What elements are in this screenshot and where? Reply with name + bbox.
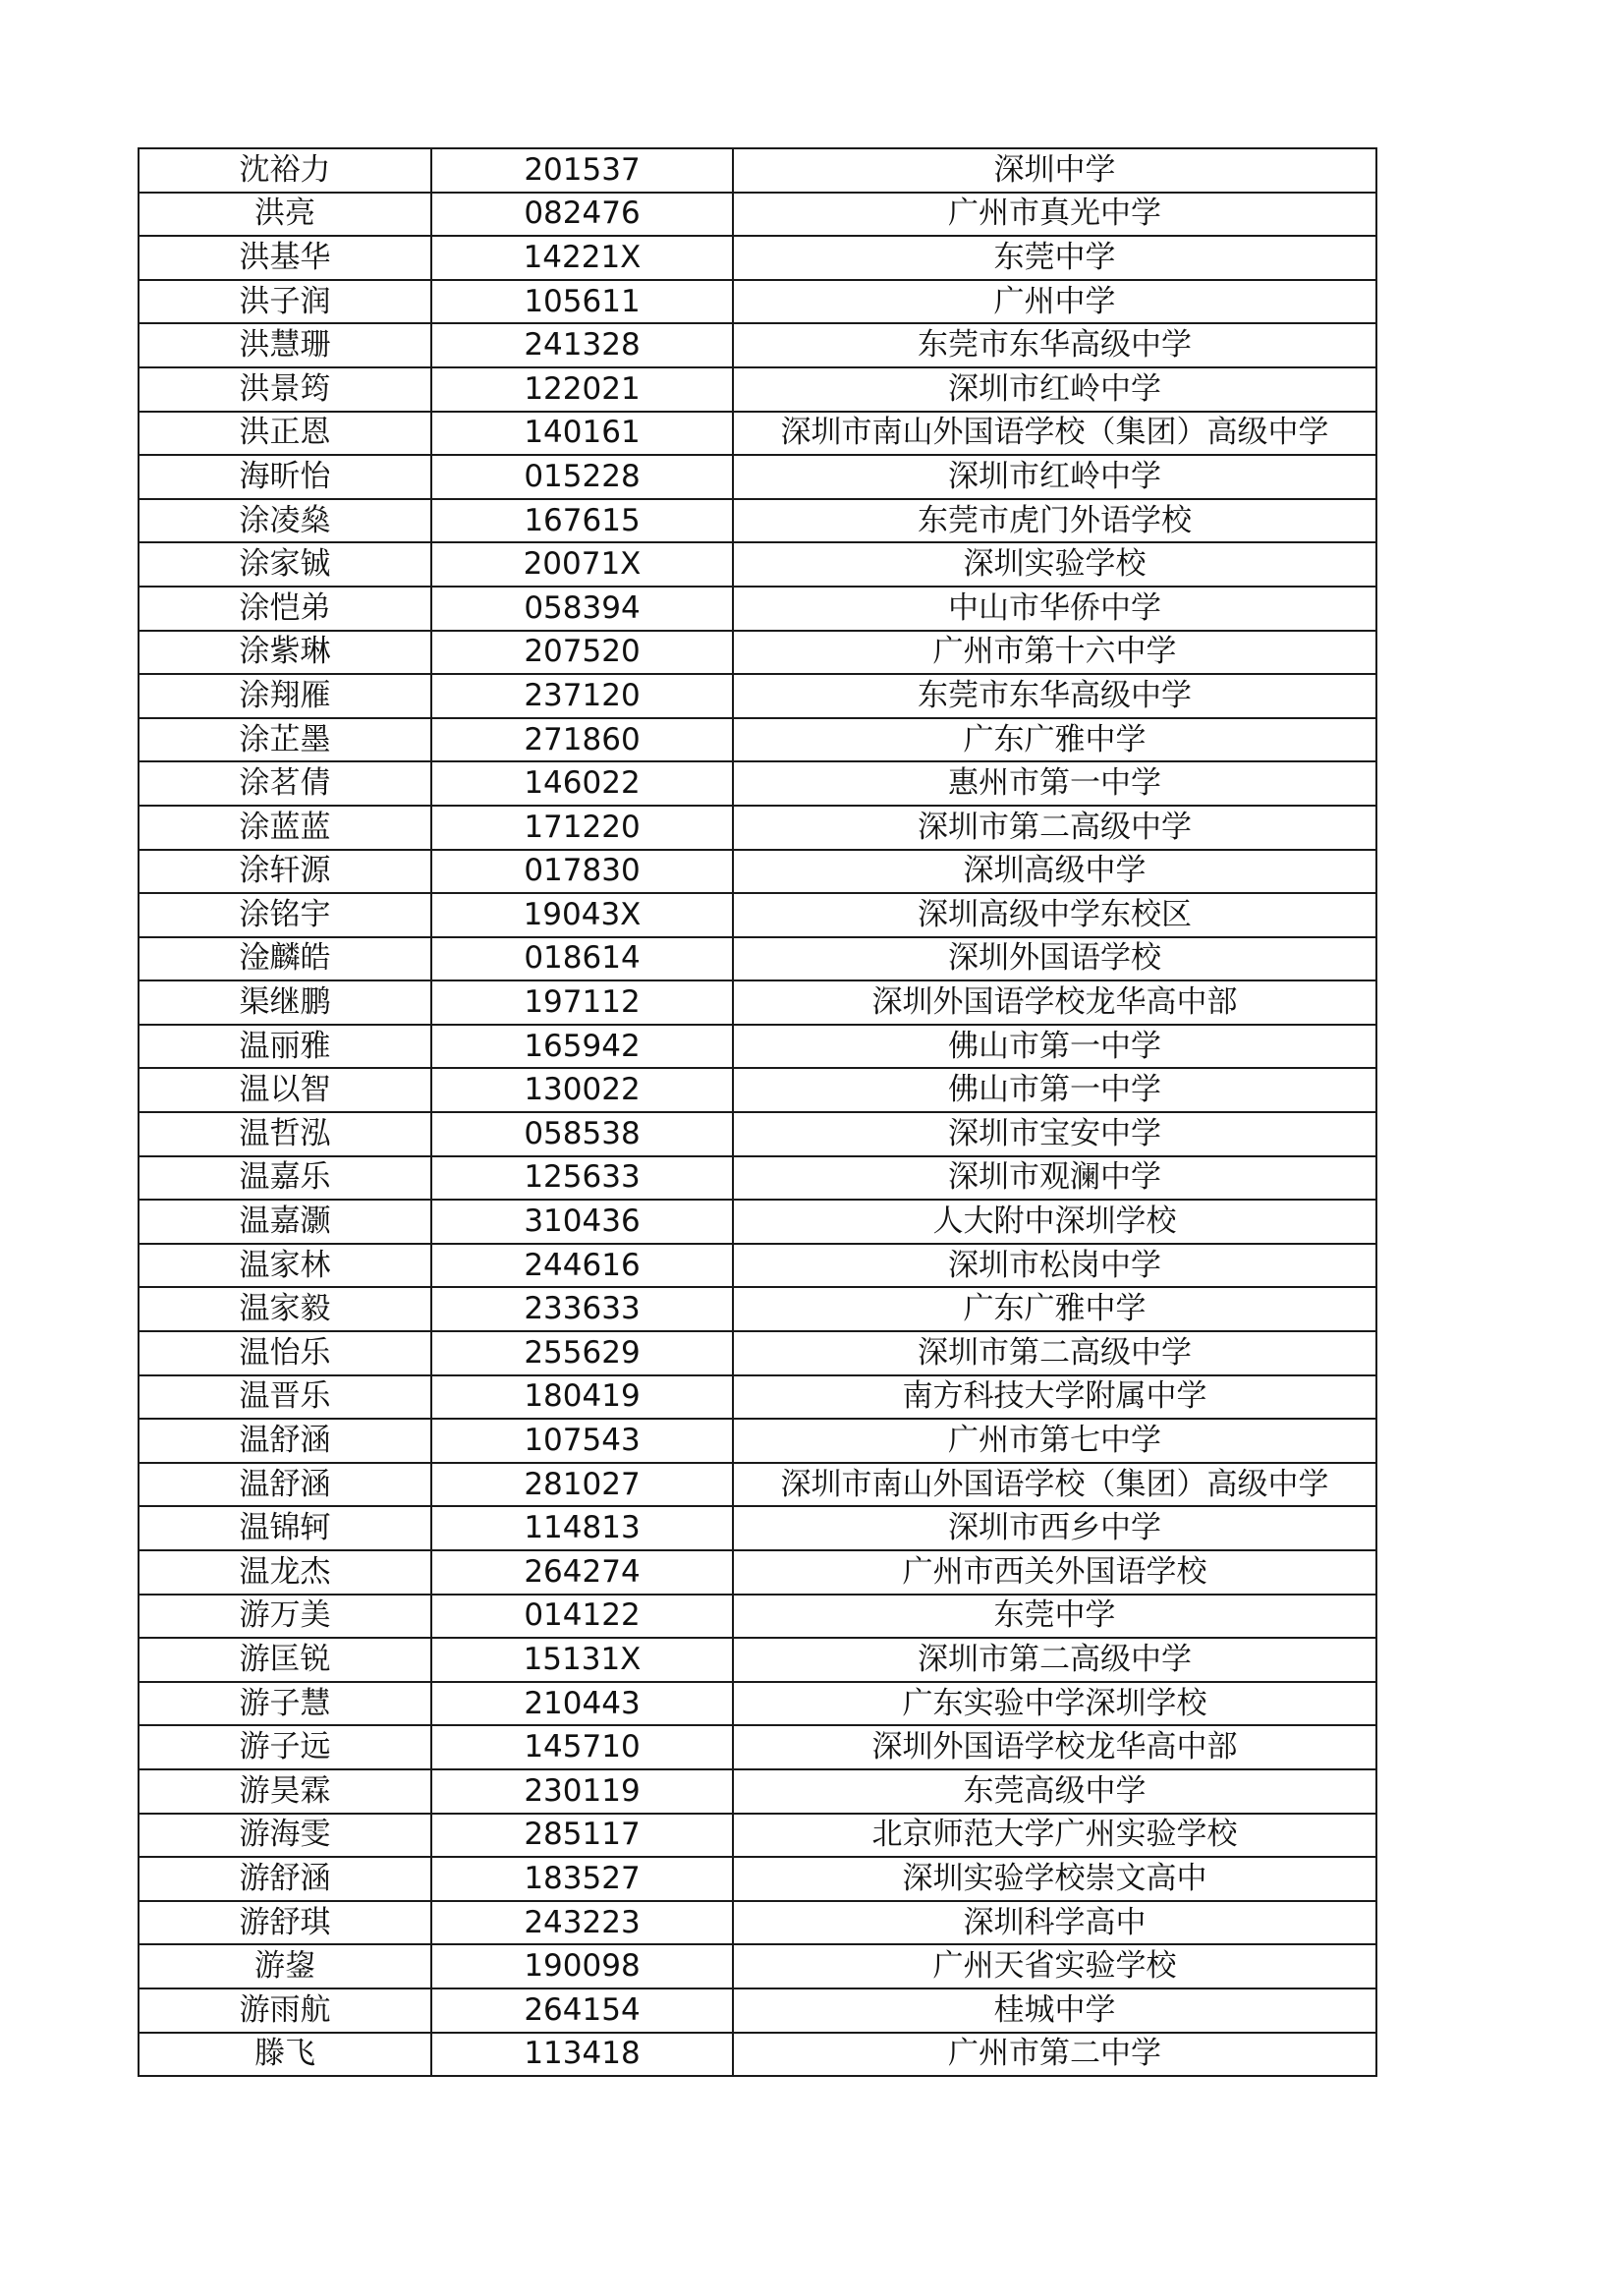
student-id-cell: 285117 <box>431 1814 733 1858</box>
student-name-cell: 游匡锐 <box>139 1638 431 1682</box>
student-id-cell: 171220 <box>431 806 733 850</box>
school-name-cell: 深圳外国语学校龙华高中部 <box>733 980 1376 1025</box>
table-row <box>139 193 1376 237</box>
student-name-cell: 渠继鹏 <box>139 980 431 1025</box>
student-id-cell: 15131X <box>431 1638 733 1682</box>
student-id-cell: 201537 <box>431 148 733 193</box>
student-name-cell: 洪亮 <box>139 193 431 237</box>
table-row <box>139 1375 1376 1420</box>
table-row <box>139 1025 1376 1069</box>
student-name-cell: 洪景筠 <box>139 367 431 412</box>
school-name-cell: 广州市第七中学 <box>733 1419 1376 1463</box>
student-id-cell: 281027 <box>431 1463 733 1507</box>
student-id-cell: 105611 <box>431 280 733 324</box>
table-row <box>139 761 1376 806</box>
school-name-cell: 桂城中学 <box>733 1988 1376 2033</box>
student-name-cell: 游雨航 <box>139 1988 431 2033</box>
student-name-cell: 温家毅 <box>139 1287 431 1331</box>
table-row <box>139 236 1376 280</box>
student-name-cell: 涂家铖 <box>139 542 431 587</box>
table-row <box>139 1506 1376 1550</box>
student-id-cell: 207520 <box>431 631 733 675</box>
school-name-cell: 广州市西关外国语学校 <box>733 1550 1376 1595</box>
roster-table-body <box>139 148 1376 2076</box>
school-name-cell: 人大附中深圳学校 <box>733 1200 1376 1244</box>
student-name-cell: 涂轩源 <box>139 850 431 894</box>
school-name-cell: 深圳市红岭中学 <box>733 367 1376 412</box>
student-name-cell: 温嘉乐 <box>139 1156 431 1201</box>
student-name-cell: 温丽雅 <box>139 1025 431 1069</box>
school-name-cell: 深圳外国语学校龙华高中部 <box>733 1725 1376 1769</box>
school-name-cell: 深圳市松岗中学 <box>733 1244 1376 1288</box>
table-row <box>139 1200 1376 1244</box>
student-id-cell: 015228 <box>431 455 733 499</box>
student-name-cell: 温嘉灏 <box>139 1200 431 1244</box>
school-name-cell: 广东广雅中学 <box>733 718 1376 762</box>
student-name-cell: 温家林 <box>139 1244 431 1288</box>
student-name-cell: 游子远 <box>139 1725 431 1769</box>
student-id-cell: 210443 <box>431 1682 733 1726</box>
student-name-cell: 涂铭宇 <box>139 893 431 937</box>
table-row <box>139 1638 1376 1682</box>
school-name-cell: 惠州市第一中学 <box>733 761 1376 806</box>
student-id-cell: 107543 <box>431 1419 733 1463</box>
school-name-cell: 深圳高级中学东校区 <box>733 893 1376 937</box>
student-name-cell: 沈裕力 <box>139 148 431 193</box>
student-id-cell: 114813 <box>431 1506 733 1550</box>
student-id-cell: 146022 <box>431 761 733 806</box>
student-id-cell: 20071X <box>431 542 733 587</box>
table-row <box>139 280 1376 324</box>
student-name-cell: 涂翔雁 <box>139 674 431 718</box>
school-name-cell: 东莞市东华高级中学 <box>733 674 1376 718</box>
student-name-cell: 洪基华 <box>139 236 431 280</box>
roster-table <box>138 147 1377 2077</box>
school-name-cell: 深圳中学 <box>733 148 1376 193</box>
student-name-cell: 涂紫琳 <box>139 631 431 675</box>
school-name-cell: 深圳市宝安中学 <box>733 1112 1376 1156</box>
table-row <box>139 1725 1376 1769</box>
student-name-cell: 滕飞 <box>139 2033 431 2077</box>
table-row <box>139 718 1376 762</box>
table-row <box>139 1988 1376 2033</box>
table-row <box>139 1112 1376 1156</box>
student-name-cell: 游万美 <box>139 1595 431 1639</box>
student-name-cell: 洪正恩 <box>139 412 431 456</box>
school-name-cell: 深圳外国语学校 <box>733 937 1376 981</box>
student-id-cell: 058394 <box>431 587 733 631</box>
school-name-cell: 佛山市第一中学 <box>733 1068 1376 1112</box>
student-name-cell: 温龙杰 <box>139 1550 431 1595</box>
student-id-cell: 183527 <box>431 1857 733 1901</box>
table-row <box>139 2033 1376 2077</box>
student-id-cell: 125633 <box>431 1156 733 1201</box>
student-id-cell: 082476 <box>431 193 733 237</box>
school-name-cell: 深圳高级中学 <box>733 850 1376 894</box>
table-row <box>139 1857 1376 1901</box>
student-id-cell: 014122 <box>431 1595 733 1639</box>
student-id-cell: 113418 <box>431 2033 733 2077</box>
student-name-cell: 涂凌燊 <box>139 499 431 543</box>
school-name-cell: 广州市真光中学 <box>733 193 1376 237</box>
school-name-cell: 南方科技大学附属中学 <box>733 1375 1376 1420</box>
school-name-cell: 北京师范大学广州实验学校 <box>733 1814 1376 1858</box>
table-row <box>139 1068 1376 1112</box>
student-id-cell: 130022 <box>431 1068 733 1112</box>
table-row <box>139 937 1376 981</box>
student-id-cell: 165942 <box>431 1025 733 1069</box>
student-name-cell: 淦麟皓 <box>139 937 431 981</box>
school-name-cell: 东莞高级中学 <box>733 1769 1376 1814</box>
school-name-cell: 深圳市红岭中学 <box>733 455 1376 499</box>
student-id-cell: 19043X <box>431 893 733 937</box>
student-name-cell: 涂蓝蓝 <box>139 806 431 850</box>
table-row <box>139 499 1376 543</box>
student-id-cell: 190098 <box>431 1944 733 1988</box>
student-id-cell: 255629 <box>431 1331 733 1375</box>
student-name-cell: 游舒琪 <box>139 1901 431 1945</box>
table-row <box>139 1463 1376 1507</box>
student-name-cell: 涂茗倩 <box>139 761 431 806</box>
school-name-cell: 广州天省实验学校 <box>733 1944 1376 1988</box>
student-name-cell: 温锦轲 <box>139 1506 431 1550</box>
school-name-cell: 东莞中学 <box>733 1595 1376 1639</box>
table-row <box>139 1682 1376 1726</box>
school-name-cell: 广州市第十六中学 <box>733 631 1376 675</box>
student-id-cell: 122021 <box>431 367 733 412</box>
table-row <box>139 1331 1376 1375</box>
table-row <box>139 631 1376 675</box>
table-row <box>139 587 1376 631</box>
school-name-cell: 深圳市南山外国语学校（集团）高级中学 <box>733 412 1376 456</box>
student-id-cell: 018614 <box>431 937 733 981</box>
student-id-cell: 167615 <box>431 499 733 543</box>
table-row <box>139 1244 1376 1288</box>
school-name-cell: 中山市华侨中学 <box>733 587 1376 631</box>
table-row <box>139 1769 1376 1814</box>
student-id-cell: 244616 <box>431 1244 733 1288</box>
student-name-cell: 涂芷墨 <box>139 718 431 762</box>
student-id-cell: 180419 <box>431 1375 733 1420</box>
table-row <box>139 1419 1376 1463</box>
school-name-cell: 深圳市第二高级中学 <box>733 1331 1376 1375</box>
student-id-cell: 264154 <box>431 1988 733 2033</box>
school-name-cell: 佛山市第一中学 <box>733 1025 1376 1069</box>
student-name-cell: 游鋆 <box>139 1944 431 1988</box>
student-name-cell: 游昊霖 <box>139 1769 431 1814</box>
student-name-cell: 温舒涵 <box>139 1419 431 1463</box>
school-name-cell: 深圳市南山外国语学校（集团）高级中学 <box>733 1463 1376 1507</box>
table-row <box>139 893 1376 937</box>
table-row <box>139 455 1376 499</box>
school-name-cell: 深圳市观澜中学 <box>733 1156 1376 1201</box>
student-name-cell: 洪慧珊 <box>139 323 431 367</box>
student-id-cell: 243223 <box>431 1901 733 1945</box>
student-id-cell: 14221X <box>431 236 733 280</box>
student-id-cell: 264274 <box>431 1550 733 1595</box>
student-name-cell: 温哲泓 <box>139 1112 431 1156</box>
table-row <box>139 323 1376 367</box>
student-name-cell: 涂恺弟 <box>139 587 431 631</box>
student-name-cell: 温以智 <box>139 1068 431 1112</box>
school-name-cell: 深圳实验学校崇文高中 <box>733 1857 1376 1901</box>
student-id-cell: 017830 <box>431 850 733 894</box>
school-name-cell: 东莞市东华高级中学 <box>733 323 1376 367</box>
school-name-cell: 深圳实验学校 <box>733 542 1376 587</box>
school-name-cell: 深圳市第二高级中学 <box>733 1638 1376 1682</box>
table-row <box>139 542 1376 587</box>
student-name-cell: 海昕怡 <box>139 455 431 499</box>
student-id-cell: 271860 <box>431 718 733 762</box>
student-id-cell: 310436 <box>431 1200 733 1244</box>
table-row <box>139 148 1376 193</box>
student-id-cell: 230119 <box>431 1769 733 1814</box>
school-name-cell: 广东实验中学深圳学校 <box>733 1682 1376 1726</box>
student-name-cell: 温晋乐 <box>139 1375 431 1420</box>
student-id-cell: 197112 <box>431 980 733 1025</box>
table-row <box>139 412 1376 456</box>
table-row <box>139 1901 1376 1945</box>
student-id-cell: 241328 <box>431 323 733 367</box>
student-id-cell: 237120 <box>431 674 733 718</box>
student-name-cell: 游海雯 <box>139 1814 431 1858</box>
student-name-cell: 游舒涵 <box>139 1857 431 1901</box>
school-name-cell: 东莞市虎门外语学校 <box>733 499 1376 543</box>
student-name-cell: 游子慧 <box>139 1682 431 1726</box>
student-id-cell: 233633 <box>431 1287 733 1331</box>
table-row <box>139 850 1376 894</box>
student-name-cell: 洪子润 <box>139 280 431 324</box>
table-row <box>139 1595 1376 1639</box>
school-name-cell: 深圳市第二高级中学 <box>733 806 1376 850</box>
school-name-cell: 深圳市西乡中学 <box>733 1506 1376 1550</box>
table-row <box>139 1814 1376 1858</box>
table-row <box>139 1944 1376 1988</box>
student-name-cell: 温怡乐 <box>139 1331 431 1375</box>
school-name-cell: 广州中学 <box>733 280 1376 324</box>
school-name-cell: 广东广雅中学 <box>733 1287 1376 1331</box>
student-name-cell: 温舒涵 <box>139 1463 431 1507</box>
table-row <box>139 1550 1376 1595</box>
table-row <box>139 980 1376 1025</box>
student-id-cell: 140161 <box>431 412 733 456</box>
school-name-cell: 深圳科学高中 <box>733 1901 1376 1945</box>
school-name-cell: 广州市第二中学 <box>733 2033 1376 2077</box>
table-row <box>139 806 1376 850</box>
table-row <box>139 1156 1376 1201</box>
table-row <box>139 367 1376 412</box>
table-row <box>139 1287 1376 1331</box>
school-name-cell: 东莞中学 <box>733 236 1376 280</box>
table-row <box>139 674 1376 718</box>
student-id-cell: 145710 <box>431 1725 733 1769</box>
student-id-cell: 058538 <box>431 1112 733 1156</box>
